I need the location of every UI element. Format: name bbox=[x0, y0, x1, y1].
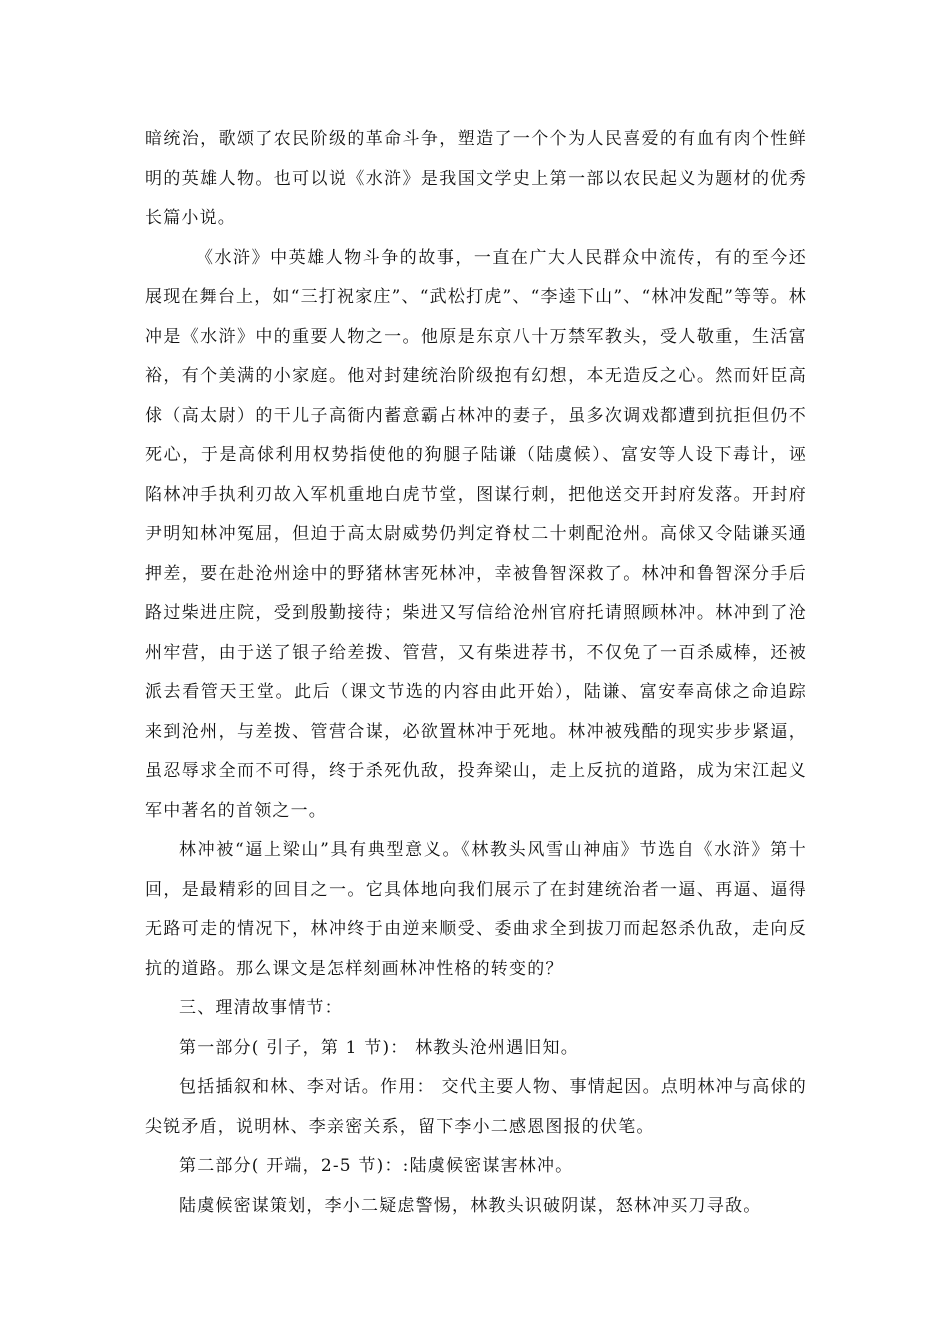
plot-part-two-title: 第二部分( 开端，2-5 节)：:陆虞候密谋害林冲。 bbox=[179, 1156, 574, 1176]
plot-part-two-detail: 陆虞候密谋策划，李小二疑虑警惕，林教头识破阴谋，怒林冲买刀寻敌。 bbox=[179, 1195, 762, 1216]
paragraph-lin-chong-significance: 林冲被“逼上梁山”具有典型意义。《林教头风雪山神庙》节选自《水浒》第十回，是最精彩的回目之一。它具体地向我们展示了在封建统治者一逼、再逼、逼得无路可走的情况下，林冲终于由逆来顺受、委曲求全到拔刀而起怒杀仇敌，走向反抗的道路。那么课文是怎样刻画林冲性格的转变的？ bbox=[145, 840, 807, 979]
plot-part-one-detail: 包括插叙和林、李对话。作用： 交代主要人物、事情起因。点明林冲与高俅的尖锐矛盾，说明林、李亲密关系，留下李小二感恩图报的伏笔。 bbox=[145, 1077, 807, 1137]
paragraph-intro-continuation: 暗统治，歌颂了农民阶级的革命斗争，塑造了一个个为人民喜爱的有血有肉个性鲜明的英雄人物。也可以说《水浒》是我国文学史上第一部以农民起义为题材的优秀长篇小说。 bbox=[145, 129, 807, 228]
section-heading-plot: 三、理清故事情节： bbox=[179, 998, 343, 1018]
paragraph-story-background: 《水浒》中英雄人物斗争的故事，一直在广大人民群众中流传，有的至今还展现在舞台上，如“三打祝家庄”、“武松打虎”、“李逵下山”、“林冲发配”等等。林冲是《水浒》中的重要人物之一。他原是东京八十万禁军教头，受人敬重，生活富裕，有个美满的小家庭。他对封建统治阶级抱有幻想，本无造反之心。然而奸臣高俅（高太尉）的干儿子高衙内蓄意霸占林冲的妻子，虽多次调戏都遭到抗拒但仍不死心，于是高俅利用权势指使他的狗腿子陆谦（陆虞候）、富安等人设下毒计，诬陷林冲手执利刃故入军机重地白虎节堂，图谋行刺，把他送交开封府发落。开封府尹明知林冲冤屈，但迫于高太尉威势仍判定脊杖二十刺配沧州。高俅又令陆谦买通押差，要在赴沧州途中的野猪林害死林冲，幸被鲁智深救了。林冲和鲁智深分手后路过柴进庄院，受到殷勤接待；柴进又写信给沧州官府托请照顾林冲。林冲到了沧州牢营，由于送了银子给差拨、管营，又有柴进荐书，不仅免了一百杀威棒，还被派去看管天王堂。此后（课文节选的内容由此开始），陆谦、富安奉高俅之命追踪来到沧州，与差拨、管营合谋，必欲置林冲于死地。林冲被残酷的现实步步紧逼，虽忍辱求全而不可得，终于杀死仇敌，投奔梁山，走上反抗的道路，成为宋江起义军中著名的首领之一。 bbox=[145, 247, 807, 821]
plot-part-one-title: 第一部分( 引子，第 1 节)： 林教头沧州遇旧知。 bbox=[179, 1037, 579, 1058]
document-body bbox=[145, 120, 807, 1226]
